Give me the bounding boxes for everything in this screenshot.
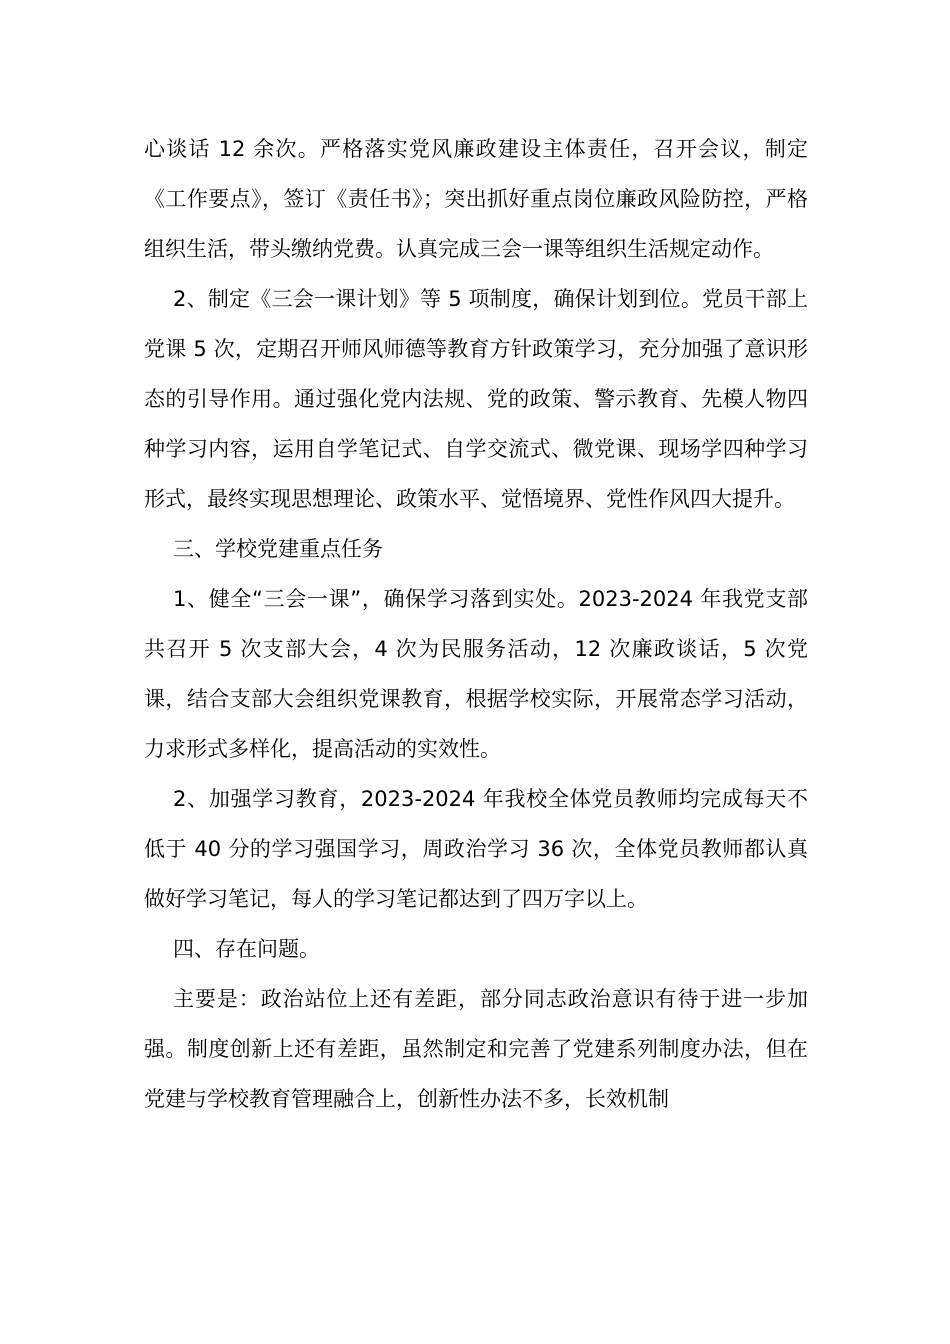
- paragraph-continuation: 心谈话 12 余次。严格落实党风廉政建设主体责任，召开会议，制定《工作要点》，签订《责任书》；突出抓好重点岗位廉政风险防控，严格组织生活，带头缴纳党费。认真完成三会一课等组织生活规定动作。: [144, 137, 808, 261]
- section-heading-4: 四、存在问题。: [173, 937, 320, 961]
- paragraph-problems: 主要是：政治站位上还有差距，部分同志政治意识有待于进一步加强。制度创新上还有差距，虽然制定和完善了党建系列制度办法，但在党建与学校教育管理融合上，创新性办法不多，长效机制: [144, 987, 808, 1111]
- document-body: [144, 124, 808, 1124]
- section-heading-3: 三、学校党建重点任务: [173, 537, 383, 561]
- paragraph-item-2-study: 2、加强学习教育，2023-2024 年我校全体党员教师均完成每天不低于 40 分的学习强国学习，周政治学习 36 次，全体党员教师都认真做好学习笔记，每人的学习笔记都达到了四万字以上。: [144, 787, 808, 911]
- paragraph-item-2-system: 2、制定《三会一课计划》等 5 项制度，确保计划到位。党员干部上党课 5 次，定期召开师风师德等教育方针政策学习，充分加强了意识形态的引导作用。通过强化党内法规、党的政策、警示教育、先模人物四种学习内容，运用自学笔记式、自学交流式、微党课、现场学四种学习形式，最终实现思想理论、政策水平、觉悟境界、党性作风四大提升。: [144, 287, 808, 511]
- paragraph-item-1-three-meetings: 1、健全“三会一课”，确保学习落到实处。2023-2024 年我党支部共召开 5 次支部大会，4 次为民服务活动，12 次廉政谈话，5 次党课，结合支部大会组织党课教育，根据学校实际，开展常态学习活动，力求形式多样化，提高活动的实效性。: [144, 587, 808, 761]
